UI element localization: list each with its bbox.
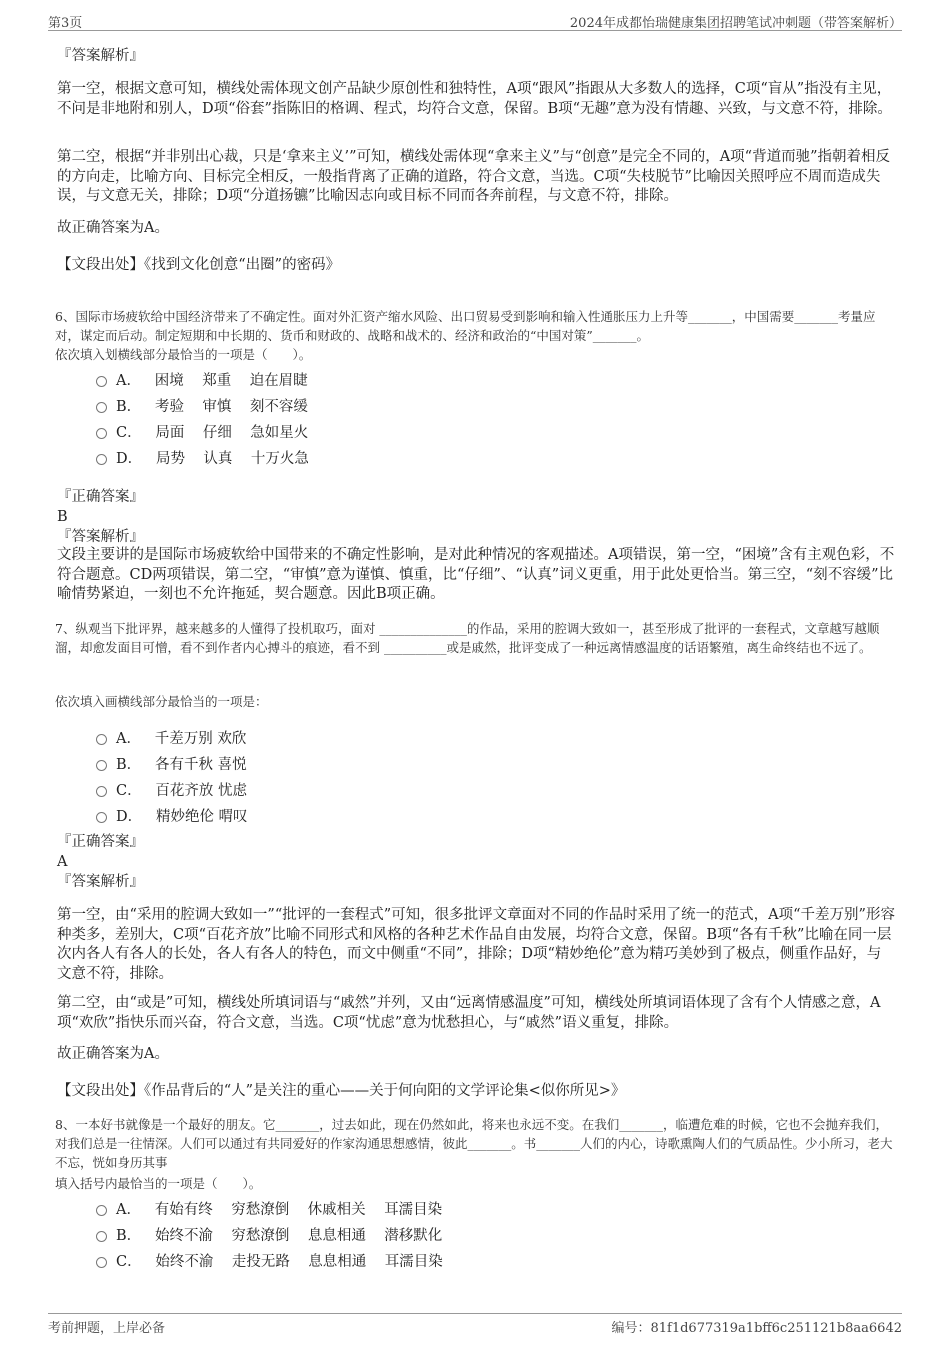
q8-option-a[interactable]: A． 有始有终 穷愁潦倒 休戚相关 耳濡目染 xyxy=(96,1195,443,1221)
q8-stem: 8、一本好书就像是一个最好的朋友。它_______，过去如此，现在仍然如此，将来也永远不变。在我们_______，临遭危难的时候，它也不会抛弃我们，对我们总是一往情深。人们可以通过有共同爱好的作家沟通思想感情，彼此_______。书_______人们的内心，诗歌熏陶人们的气质品性。少小所习，老大不忘，恍如身历其事 xyxy=(55,1117,893,1170)
q5-source: 【文段出处】《找到文化创意“出圈”的密码》 xyxy=(57,257,341,273)
radio-icon[interactable] xyxy=(96,428,107,439)
radio-icon[interactable] xyxy=(96,1205,107,1216)
page-header xyxy=(48,10,902,31)
q7-option-b[interactable]: B． 各有千秋 喜悦 xyxy=(96,750,248,776)
q5-analysis-title: 『答案解析』 xyxy=(57,48,144,64)
radio-icon[interactable] xyxy=(96,734,107,745)
q5-analysis-para2: 第二空，根据“并非别出心裁，只是‘拿来主义’”可知，横线处需体现“拿来主义”与“创意”是完全不同的，A项“背道而驰”指朝着相反的方向走，比喻方向、目标完全相反，一般指背离了正确的道路，符合文意，当选。C项“失枝脱节”比喻因关照呼应不周而造成失误，与文意无关，排除；D项“分道扬镳”比喻因志向或目标不同而各奔前程，与文意不符，排除。 xyxy=(57,149,890,204)
q6-option-a[interactable]: A． 困境 郑重 迫在眉睫 xyxy=(96,366,309,392)
page-footer xyxy=(48,1313,902,1334)
footer-slogan: 考前押题，上岸必备 xyxy=(48,1321,166,1336)
q7-prompt: 依次填入画横线部分最恰当的一项是： xyxy=(55,694,268,709)
q6-analysis: 文段主要讲的是国际市场疲软给中国带来的不确定性影响，是对此种情况的客观描述。A项错误，第一空，“困境”含有主观色彩，不符合题意。CD两项错误，第二空，“审慎”意为谨慎、慎重，比“仔细”、“认真”词义更重，用于此处更恰当。第三空，“刻不容缓”比喻情势紧迫，一刻也不允许拖延，契合题意。因此B项正确。 xyxy=(57,547,895,602)
q5-analysis-para1: 第一空，根据文意可知，横线处需体现文创产品缺少原创性和独特性，A项“跟风”指跟从大多数人的选择，C项“盲从”指没有主见，不问是非地附和别人，D项“俗套”指陈旧的格调、程式，均符合文意，保留。B项“无趣”意为没有情趣、兴致，与文意不符，排除。 xyxy=(57,81,892,117)
q6-option-b[interactable]: B． 考验 审慎 刻不容缓 xyxy=(96,392,309,418)
radio-icon[interactable] xyxy=(96,760,107,771)
q6-prompt: 依次填入划横线部分最恰当的一项是（ ）。 xyxy=(55,347,312,362)
page-number: 第3页 xyxy=(48,16,83,31)
q6-answer-title: 『正确答案』 xyxy=(57,489,144,505)
q7-conclusion: 故正确答案为A。 xyxy=(57,1046,169,1062)
radio-icon[interactable] xyxy=(96,402,107,413)
radio-icon[interactable] xyxy=(96,786,107,797)
radio-icon[interactable] xyxy=(96,454,107,465)
q7-option-a[interactable]: A． 千差万别 欢欣 xyxy=(96,724,248,750)
q7-analysis-para2: 第二空，由“或是”可知，横线处所填词语与“戚然”并列，又由“远离情感温度”可知，横线处所填词语体现了含有个人情感之意，A项“欢欣”指快乐而兴奋，符合文意，当选。C项“忧虑”意为忧愁担心，与“戚然”语义重复，排除。 xyxy=(57,995,881,1031)
document-title: 2024年成都怡瑞健康集团招聘笔试冲刺题（带答案解析） xyxy=(569,16,902,31)
q7-option-d[interactable]: D． 精妙绝伦 喟叹 xyxy=(96,802,248,828)
q8-prompt: 填入括号内最恰当的一项是（ ）。 xyxy=(55,1176,262,1191)
radio-icon[interactable] xyxy=(96,376,107,387)
q6-answer: B xyxy=(57,509,68,525)
q6-stem: 6、国际市场疲软给中国经济带来了不确定性。面对外汇资产缩水风险、出口贸易受到影响和输入性通胀压力上升等_______，中国需要_______考量应对，谋定而后动。制定短期和中长期的、货币和财政的、战略和战术的、经济和政治的“中国对策”_______。 xyxy=(55,309,876,343)
q7-analysis-para1: 第一空，由“采用的腔调大致如一”“批评的一套程式”可知，很多批评文章面对不同的作品时采用了统一的范式，A项“千差万别”形容种类多，差别大，C项“百花齐放”比喻不同形式和风格的各种艺术作品自由发展，均符合文意，保留。B项“各有千秋”比喻在同一层次内各人有各人的长处，各人有各人的特色，而文中侧重“不同”，排除；D项“精妙绝伦”意为精巧美妙到了极点，侧重作品好，与文意不符，排除。 xyxy=(57,907,895,982)
q7-answer-title: 『正确答案』 xyxy=(57,834,144,850)
q7-option-c[interactable]: C． 百花齐放 忧虑 xyxy=(96,776,248,802)
q7-answer: A xyxy=(57,854,68,870)
radio-icon[interactable] xyxy=(96,812,107,823)
q8-options xyxy=(96,1195,443,1273)
q6-option-c[interactable]: C． 局面 仔细 急如星火 xyxy=(96,418,309,444)
q6-option-d[interactable]: D． 局势 认真 十万火急 xyxy=(96,444,309,470)
q7-source: 【文段出处】《作品背后的“人”是关注的重心——关于何向阳的文学评论集<似你所见>》 xyxy=(57,1083,626,1099)
q8-option-b[interactable]: B． 始终不渝 穷愁潦倒 息息相通 潜移默化 xyxy=(96,1221,443,1247)
radio-icon[interactable] xyxy=(96,1257,107,1268)
q7-options xyxy=(96,724,248,828)
q7-analysis-title: 『答案解析』 xyxy=(57,874,144,890)
q5-conclusion: 故正确答案为A。 xyxy=(57,220,169,236)
q7-stem: 7、纵观当下批评界，越来越多的人懂得了投机取巧，面对 ______________的作品，采用的腔调大致如一，甚至形成了批评的一套程式，文章越写越顺溜，却愈发面目可憎，看不到作者内心搏斗的痕迹，看不到 __________或是戚然，批评变成了一种远离情感温度的话语繁殖，离生命终结也不远了。 xyxy=(55,621,880,655)
document-id: 编号：81f1d677319a1bff6c251121b8aa6642 xyxy=(611,1321,902,1336)
q6-options xyxy=(96,366,309,470)
radio-icon[interactable] xyxy=(96,1231,107,1242)
q8-option-c[interactable]: C． 始终不渝 走投无路 息息相通 耳濡目染 xyxy=(96,1247,443,1273)
q6-analysis-title: 『答案解析』 xyxy=(57,529,144,545)
